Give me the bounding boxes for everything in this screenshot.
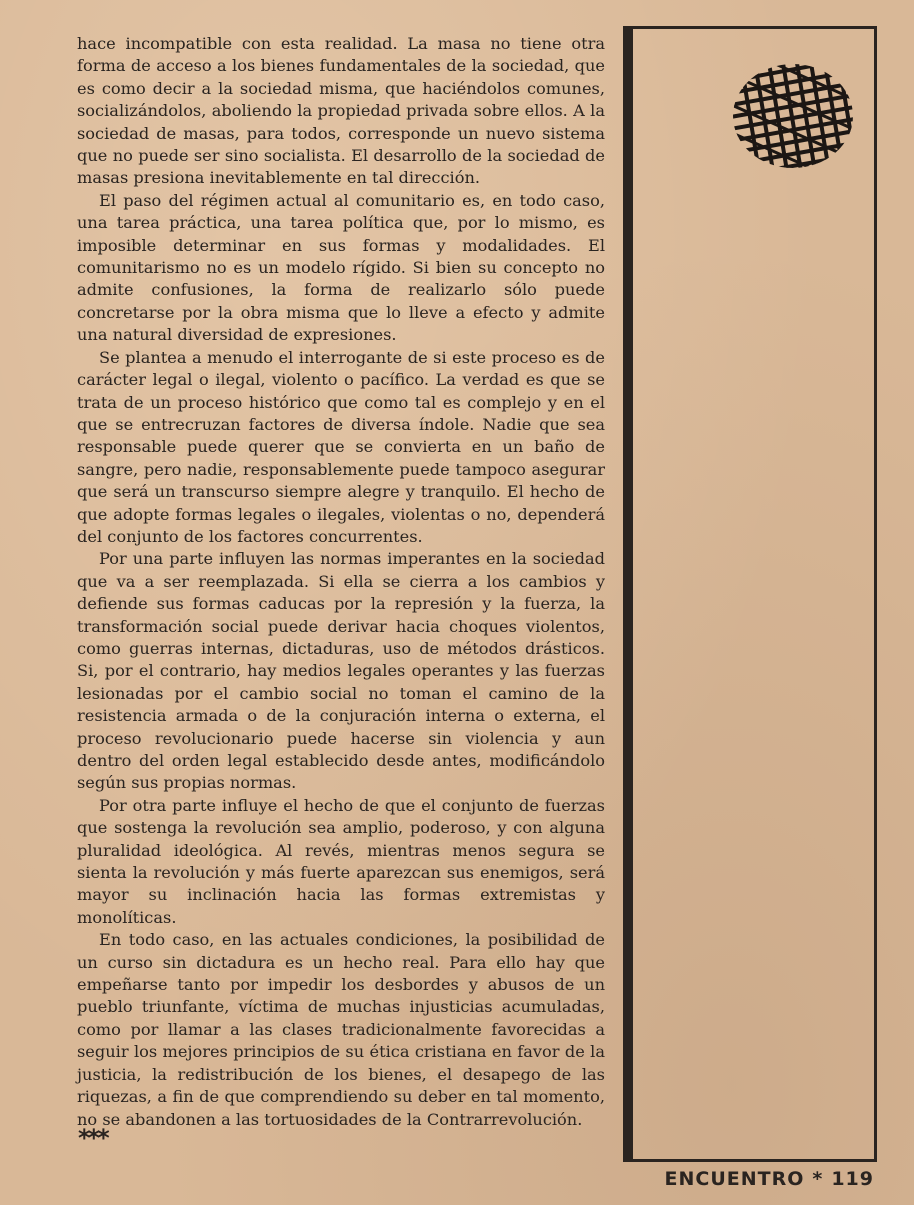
article-body bbox=[77, 33, 605, 1131]
paragraph-4: Por una parte influyen las normas imperantes en la sociedad que va a ser reemplazada. Si ella se cierra a los cambios y defiende sus formas caducas por la represión y la fuerza, la transformación social puede derivar hacia choques violentos, como guerras internas, dictaduras, uso de métodos drásticos. Si, por el contrario, hay medios legales operantes y las fuerzas lesionadas por el cambio social no toman el camino de la resistencia armada o de la conjuración interna o externa, el proceso revolucionario puede hacerse sin violencia y aun dentro del orden legal establecido desde antes, modificándolo según sus propias normas. bbox=[77, 549, 605, 793]
magazine-name: ENCUENTRO bbox=[664, 1168, 805, 1190]
paragraph-3: Se plantea a menudo el interrogante de si este proceso es de carácter legal o ilegal, violento o pacífico. La verdad es que se trata de un proceso histórico que como tal es complejo y en el que se entrecruzan factores de diversa índole. Nadie que sea responsable puede querer que se convierta en un baño de sangre, pero nadie, responsablemente puede tampoco asegurar que será un transcurso siempre alegre y tranquilo. El hecho de que adopte formas legales o ilegales, violentas o no, dependerá del conjunto de los factores concurrentes. bbox=[77, 347, 605, 546]
page-number: 119 bbox=[831, 1168, 874, 1190]
paragraph-5: Por otra parte influye el hecho de que el conjunto de fuerzas que sostenga la revolución sea amplio, poderoso, y con alguna pluralidad ideológica. Al revés, mientras menos segura se sienta la revolución y más fuerte aparezcan sus enemigos, será mayor su inclinación hacia las formas extremistas y monolíticas. bbox=[77, 795, 605, 927]
paragraph-1: hace incompatible con esta realidad. La masa no tiene otra forma de acceso a los bienes fundamentales de la sociedad, que es como decir a la sociedad misma, que haciéndolos comunes, socializándolos, aboliendo la propiedad privada sobre ellos. A la sociedad de masas, para todos, corresponde un nuevo sistema que no puede ser sino socialista. El desarrollo de la sociedad de masas presiona inevitablemente en tal dirección. bbox=[77, 34, 605, 188]
crosshatched-circle-icon bbox=[730, 62, 856, 170]
paragraph-6: En todo caso, en las actuales condiciones, la posibilidad de un curso sin dictadura es un hecho real. Para ello hay que empeñarse tanto por impedir los desbordes y abusos de un pueblo triunfante, víctima de muchas injusticias acumuladas, como por llamar a las clases tradicionalmente favorecidas a seguir los mejores principios de su ética cristiana en favor de la justicia, la redistribución de los bienes, el desapego de las riquezas, a fin de que comprendiendo su deber en tal momento, no se abandonen a las tortuosidades de la Contrarrevolución. bbox=[77, 930, 605, 1129]
footer-separator: * bbox=[812, 1168, 824, 1190]
sidebar-frame bbox=[623, 26, 877, 1162]
paragraph-2: El paso del régimen actual al comunitario es, en todo caso, una tarea práctica, una tarea política que, por lo mismo, es imposible determinar en sus formas y modalidades. El comunitarismo no es un modelo rígido. Si bien su concepto no admite confusiones, la forma de realizarlo sólo puede concretarse por la obra misma que lo lleve a efecto y admite una natural diversidad de expresiones. bbox=[77, 190, 605, 345]
page-footer bbox=[661, 1168, 879, 1190]
end-of-article-mark: *** bbox=[78, 1124, 107, 1152]
